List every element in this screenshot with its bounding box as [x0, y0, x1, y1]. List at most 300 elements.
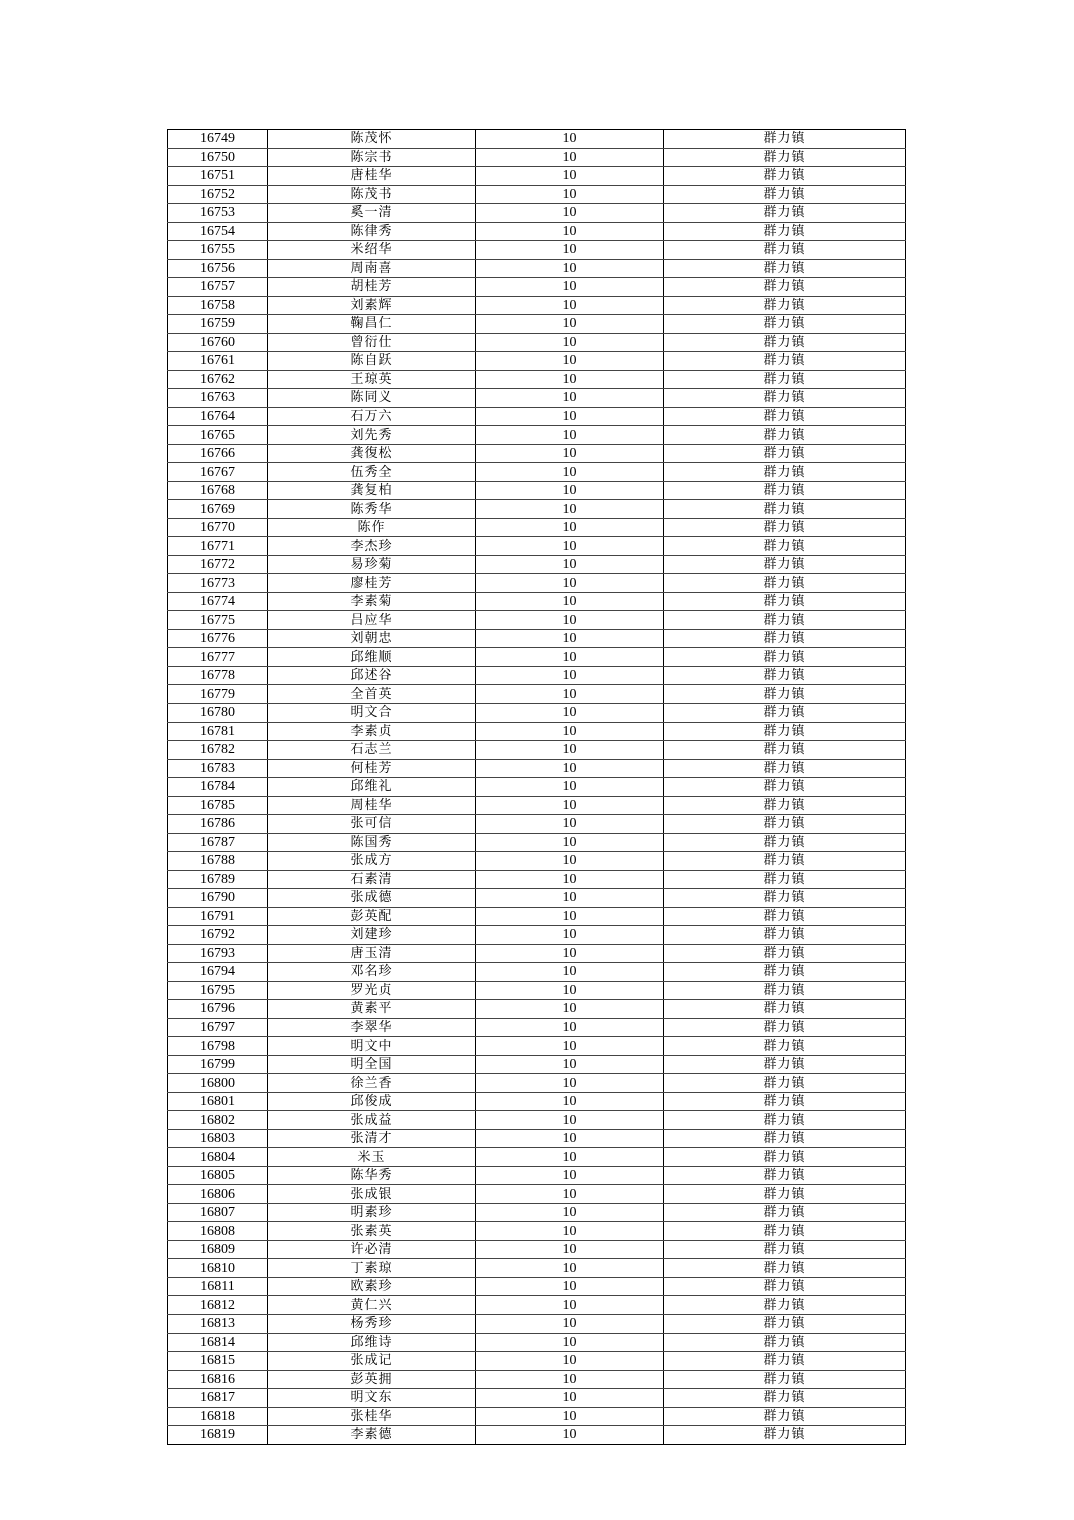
amount-cell: 10 — [476, 778, 664, 797]
town-cell: 群力镇 — [664, 685, 906, 704]
table-row — [168, 463, 906, 482]
amount-cell: 10 — [476, 685, 664, 704]
name-cell: 陈茂书 — [268, 185, 476, 204]
name-cell: 黄仁兴 — [268, 1296, 476, 1315]
amount-cell: 10 — [476, 148, 664, 167]
row-number-cell: 16752 — [168, 185, 268, 204]
name-cell: 杨秀珍 — [268, 1315, 476, 1334]
name-cell: 黄素平 — [268, 1000, 476, 1019]
row-number-cell: 16754 — [168, 222, 268, 241]
table-row — [168, 1407, 906, 1426]
name-cell: 明文中 — [268, 1037, 476, 1056]
table-row — [168, 574, 906, 593]
name-cell: 奚一清 — [268, 204, 476, 223]
town-cell: 群力镇 — [664, 1370, 906, 1389]
row-number-cell: 16809 — [168, 1240, 268, 1259]
town-cell: 群力镇 — [664, 518, 906, 537]
name-cell: 胡桂芳 — [268, 278, 476, 297]
amount-cell: 10 — [476, 907, 664, 926]
town-cell: 群力镇 — [664, 1389, 906, 1408]
row-number-cell: 16768 — [168, 481, 268, 500]
table-row — [168, 796, 906, 815]
town-cell: 群力镇 — [664, 703, 906, 722]
row-number-cell: 16785 — [168, 796, 268, 815]
amount-cell: 10 — [476, 1389, 664, 1408]
town-cell: 群力镇 — [664, 611, 906, 630]
row-number-cell: 16816 — [168, 1370, 268, 1389]
amount-cell: 10 — [476, 204, 664, 223]
row-number-cell: 16791 — [168, 907, 268, 926]
name-cell: 张桂华 — [268, 1407, 476, 1426]
table-row — [168, 759, 906, 778]
table-row — [168, 611, 906, 630]
table-row — [168, 481, 906, 500]
town-cell: 群力镇 — [664, 481, 906, 500]
town-cell: 群力镇 — [664, 463, 906, 482]
town-cell: 群力镇 — [664, 241, 906, 260]
town-cell: 群力镇 — [664, 907, 906, 926]
table-row — [168, 222, 906, 241]
table-row — [168, 1092, 906, 1111]
town-cell: 群力镇 — [664, 1148, 906, 1167]
name-cell: 彭英拥 — [268, 1370, 476, 1389]
amount-cell: 10 — [476, 1315, 664, 1334]
row-number-cell: 16790 — [168, 889, 268, 908]
row-number-cell: 16801 — [168, 1092, 268, 1111]
table-row — [168, 259, 906, 278]
town-cell: 群力镇 — [664, 1315, 906, 1334]
amount-cell: 10 — [476, 833, 664, 852]
amount-cell: 10 — [476, 1037, 664, 1056]
town-cell: 群力镇 — [664, 1111, 906, 1130]
table-row — [168, 981, 906, 1000]
row-number-cell: 16819 — [168, 1426, 268, 1445]
town-cell: 群力镇 — [664, 741, 906, 760]
table-row — [168, 1055, 906, 1074]
amount-cell: 10 — [476, 611, 664, 630]
table-row — [168, 1333, 906, 1352]
row-number-cell: 16750 — [168, 148, 268, 167]
table-row — [168, 389, 906, 408]
amount-cell: 10 — [476, 185, 664, 204]
amount-cell: 10 — [476, 944, 664, 963]
row-number-cell: 16818 — [168, 1407, 268, 1426]
row-number-cell: 16783 — [168, 759, 268, 778]
town-cell: 群力镇 — [664, 259, 906, 278]
table-row — [168, 1426, 906, 1445]
name-cell: 张素英 — [268, 1222, 476, 1241]
name-cell: 张成方 — [268, 852, 476, 871]
table-row — [168, 315, 906, 334]
name-cell: 许必清 — [268, 1240, 476, 1259]
row-number-cell: 16787 — [168, 833, 268, 852]
town-cell: 群力镇 — [664, 1074, 906, 1093]
amount-cell: 10 — [476, 1407, 664, 1426]
name-cell: 李素贞 — [268, 722, 476, 741]
row-number-cell: 16776 — [168, 629, 268, 648]
name-cell: 龚復松 — [268, 444, 476, 463]
row-number-cell: 16764 — [168, 407, 268, 426]
town-cell: 群力镇 — [664, 1129, 906, 1148]
table-row — [168, 629, 906, 648]
row-number-cell: 16786 — [168, 815, 268, 834]
town-cell: 群力镇 — [664, 1018, 906, 1037]
roster-table — [167, 129, 906, 1445]
table-row — [168, 1296, 906, 1315]
name-cell: 张成记 — [268, 1352, 476, 1371]
name-cell: 邱维礼 — [268, 778, 476, 797]
town-cell: 群力镇 — [664, 389, 906, 408]
row-number-cell: 16799 — [168, 1055, 268, 1074]
row-number-cell: 16804 — [168, 1148, 268, 1167]
row-number-cell: 16772 — [168, 555, 268, 574]
name-cell: 张成银 — [268, 1185, 476, 1204]
town-cell: 群力镇 — [664, 537, 906, 556]
town-cell: 群力镇 — [664, 185, 906, 204]
row-number-cell: 16811 — [168, 1277, 268, 1296]
table-row — [168, 500, 906, 519]
row-number-cell: 16789 — [168, 870, 268, 889]
town-cell: 群力镇 — [664, 1277, 906, 1296]
row-number-cell: 16761 — [168, 352, 268, 371]
amount-cell: 10 — [476, 926, 664, 945]
table-row — [168, 407, 906, 426]
table-row — [168, 537, 906, 556]
amount-cell: 10 — [476, 963, 664, 982]
name-cell: 吕应华 — [268, 611, 476, 630]
name-cell: 曾衍仕 — [268, 333, 476, 352]
town-cell: 群力镇 — [664, 426, 906, 445]
town-cell: 群力镇 — [664, 1092, 906, 1111]
row-number-cell: 16792 — [168, 926, 268, 945]
row-number-cell: 16807 — [168, 1203, 268, 1222]
amount-cell: 10 — [476, 1092, 664, 1111]
row-number-cell: 16767 — [168, 463, 268, 482]
table-row — [168, 907, 906, 926]
amount-cell: 10 — [476, 1222, 664, 1241]
name-cell: 石志兰 — [268, 741, 476, 760]
row-number-cell: 16806 — [168, 1185, 268, 1204]
row-number-cell: 16794 — [168, 963, 268, 982]
row-number-cell: 16760 — [168, 333, 268, 352]
amount-cell: 10 — [476, 241, 664, 260]
table-row — [168, 518, 906, 537]
amount-cell: 10 — [476, 444, 664, 463]
row-number-cell: 16777 — [168, 648, 268, 667]
town-cell: 群力镇 — [664, 1296, 906, 1315]
amount-cell: 10 — [476, 222, 664, 241]
table-row — [168, 333, 906, 352]
town-cell: 群力镇 — [664, 963, 906, 982]
table-row — [168, 592, 906, 611]
row-number-cell: 16753 — [168, 204, 268, 223]
row-number-cell: 16788 — [168, 852, 268, 871]
name-cell: 张成德 — [268, 889, 476, 908]
amount-cell: 10 — [476, 1129, 664, 1148]
row-number-cell: 16782 — [168, 741, 268, 760]
town-cell: 群力镇 — [664, 1352, 906, 1371]
table-row — [168, 889, 906, 908]
name-cell: 陈律秀 — [268, 222, 476, 241]
name-cell: 陈宗书 — [268, 148, 476, 167]
row-number-cell: 16758 — [168, 296, 268, 315]
name-cell: 明素珍 — [268, 1203, 476, 1222]
amount-cell: 10 — [476, 666, 664, 685]
table-row — [168, 352, 906, 371]
row-number-cell: 16784 — [168, 778, 268, 797]
name-cell: 陈同义 — [268, 389, 476, 408]
row-number-cell: 16769 — [168, 500, 268, 519]
row-number-cell: 16793 — [168, 944, 268, 963]
town-cell: 群力镇 — [664, 1037, 906, 1056]
town-cell: 群力镇 — [664, 759, 906, 778]
amount-cell: 10 — [476, 574, 664, 593]
row-number-cell: 16814 — [168, 1333, 268, 1352]
table-row — [168, 185, 906, 204]
table-row — [168, 204, 906, 223]
amount-cell: 10 — [476, 981, 664, 1000]
town-cell: 群力镇 — [664, 130, 906, 149]
row-number-cell: 16813 — [168, 1315, 268, 1334]
table-row — [168, 296, 906, 315]
table-row — [168, 241, 906, 260]
table-row — [168, 1148, 906, 1167]
town-cell: 群力镇 — [664, 833, 906, 852]
town-cell: 群力镇 — [664, 1240, 906, 1259]
name-cell: 周桂华 — [268, 796, 476, 815]
town-cell: 群力镇 — [664, 944, 906, 963]
table-row — [168, 1259, 906, 1278]
town-cell: 群力镇 — [664, 1222, 906, 1241]
amount-cell: 10 — [476, 555, 664, 574]
table-row — [168, 555, 906, 574]
name-cell: 刘先秀 — [268, 426, 476, 445]
town-cell: 群力镇 — [664, 500, 906, 519]
table-row — [168, 1315, 906, 1334]
amount-cell: 10 — [476, 370, 664, 389]
name-cell: 陈作 — [268, 518, 476, 537]
name-cell: 邱维顺 — [268, 648, 476, 667]
name-cell: 张成益 — [268, 1111, 476, 1130]
amount-cell: 10 — [476, 463, 664, 482]
table-row — [168, 1018, 906, 1037]
town-cell: 群力镇 — [664, 278, 906, 297]
row-number-cell: 16812 — [168, 1296, 268, 1315]
name-cell: 何桂芳 — [268, 759, 476, 778]
name-cell: 张可信 — [268, 815, 476, 834]
row-number-cell: 16778 — [168, 666, 268, 685]
table-row — [168, 1352, 906, 1371]
name-cell: 徐兰香 — [268, 1074, 476, 1093]
amount-cell: 10 — [476, 1333, 664, 1352]
row-number-cell: 16779 — [168, 685, 268, 704]
table-row — [168, 1037, 906, 1056]
town-cell: 群力镇 — [664, 1426, 906, 1445]
name-cell: 石素清 — [268, 870, 476, 889]
amount-cell: 10 — [476, 870, 664, 889]
town-cell: 群力镇 — [664, 1333, 906, 1352]
amount-cell: 10 — [476, 759, 664, 778]
town-cell: 群力镇 — [664, 444, 906, 463]
amount-cell: 10 — [476, 722, 664, 741]
amount-cell: 10 — [476, 518, 664, 537]
table-row — [168, 1370, 906, 1389]
name-cell: 刘素辉 — [268, 296, 476, 315]
amount-cell: 10 — [476, 315, 664, 334]
table-row — [168, 1185, 906, 1204]
table-row — [168, 741, 906, 760]
table-row — [168, 1203, 906, 1222]
table-row — [168, 666, 906, 685]
name-cell: 李杰珍 — [268, 537, 476, 556]
town-cell: 群力镇 — [664, 722, 906, 741]
amount-cell: 10 — [476, 1185, 664, 1204]
amount-cell: 10 — [476, 352, 664, 371]
amount-cell: 10 — [476, 741, 664, 760]
amount-cell: 10 — [476, 648, 664, 667]
amount-cell: 10 — [476, 629, 664, 648]
amount-cell: 10 — [476, 1426, 664, 1445]
name-cell: 唐桂华 — [268, 167, 476, 186]
amount-cell: 10 — [476, 167, 664, 186]
row-number-cell: 16757 — [168, 278, 268, 297]
table-row — [168, 1277, 906, 1296]
row-number-cell: 16802 — [168, 1111, 268, 1130]
name-cell: 张清才 — [268, 1129, 476, 1148]
table-row — [168, 778, 906, 797]
name-cell: 丁素琼 — [268, 1259, 476, 1278]
town-cell: 群力镇 — [664, 407, 906, 426]
amount-cell: 10 — [476, 426, 664, 445]
amount-cell: 10 — [476, 1018, 664, 1037]
table-row — [168, 870, 906, 889]
table-row — [168, 1074, 906, 1093]
name-cell: 陈国秀 — [268, 833, 476, 852]
name-cell: 李翠华 — [268, 1018, 476, 1037]
table-row — [168, 722, 906, 741]
amount-cell: 10 — [476, 407, 664, 426]
amount-cell: 10 — [476, 389, 664, 408]
table-row — [168, 833, 906, 852]
amount-cell: 10 — [476, 1000, 664, 1019]
table-row — [168, 1129, 906, 1148]
amount-cell: 10 — [476, 796, 664, 815]
name-cell: 刘朝忠 — [268, 629, 476, 648]
row-number-cell: 16815 — [168, 1352, 268, 1371]
amount-cell: 10 — [476, 537, 664, 556]
name-cell: 邱维诗 — [268, 1333, 476, 1352]
name-cell: 陈茂怀 — [268, 130, 476, 149]
town-cell: 群力镇 — [664, 296, 906, 315]
town-cell: 群力镇 — [664, 852, 906, 871]
row-number-cell: 16765 — [168, 426, 268, 445]
name-cell: 欧素珍 — [268, 1277, 476, 1296]
town-cell: 群力镇 — [664, 1055, 906, 1074]
town-cell: 群力镇 — [664, 592, 906, 611]
town-cell: 群力镇 — [664, 1203, 906, 1222]
name-cell: 唐玉清 — [268, 944, 476, 963]
amount-cell: 10 — [476, 259, 664, 278]
name-cell: 李素菊 — [268, 592, 476, 611]
row-number-cell: 16770 — [168, 518, 268, 537]
amount-cell: 10 — [476, 1370, 664, 1389]
table-row — [168, 815, 906, 834]
row-number-cell: 16756 — [168, 259, 268, 278]
row-number-cell: 16771 — [168, 537, 268, 556]
name-cell: 陈华秀 — [268, 1166, 476, 1185]
row-number-cell: 16803 — [168, 1129, 268, 1148]
amount-cell: 10 — [476, 1074, 664, 1093]
table-row — [168, 278, 906, 297]
town-cell: 群力镇 — [664, 1000, 906, 1019]
amount-cell: 10 — [476, 1296, 664, 1315]
name-cell: 鞠昌仁 — [268, 315, 476, 334]
town-cell: 群力镇 — [664, 204, 906, 223]
table-row — [168, 130, 906, 149]
row-number-cell: 16817 — [168, 1389, 268, 1408]
name-cell: 明文东 — [268, 1389, 476, 1408]
table-row — [168, 1166, 906, 1185]
row-number-cell: 16751 — [168, 167, 268, 186]
name-cell: 彭英配 — [268, 907, 476, 926]
name-cell: 米玉 — [268, 1148, 476, 1167]
name-cell: 廖桂芳 — [268, 574, 476, 593]
row-number-cell: 16763 — [168, 389, 268, 408]
name-cell: 伍秀全 — [268, 463, 476, 482]
row-number-cell: 16774 — [168, 592, 268, 611]
name-cell: 全首英 — [268, 685, 476, 704]
row-number-cell: 16749 — [168, 130, 268, 149]
row-number-cell: 16759 — [168, 315, 268, 334]
row-number-cell: 16810 — [168, 1259, 268, 1278]
name-cell: 明全国 — [268, 1055, 476, 1074]
town-cell: 群力镇 — [664, 981, 906, 1000]
table-row — [168, 685, 906, 704]
table-row — [168, 1111, 906, 1130]
name-cell: 王琼英 — [268, 370, 476, 389]
name-cell: 龚复柏 — [268, 481, 476, 500]
amount-cell: 10 — [476, 481, 664, 500]
table-row — [168, 1222, 906, 1241]
row-number-cell: 16805 — [168, 1166, 268, 1185]
row-number-cell: 16796 — [168, 1000, 268, 1019]
row-number-cell: 16755 — [168, 241, 268, 260]
amount-cell: 10 — [476, 1352, 664, 1371]
amount-cell: 10 — [476, 130, 664, 149]
table-row — [168, 1000, 906, 1019]
town-cell: 群力镇 — [664, 315, 906, 334]
amount-cell: 10 — [476, 333, 664, 352]
amount-cell: 10 — [476, 500, 664, 519]
table-row — [168, 370, 906, 389]
table-row — [168, 703, 906, 722]
town-cell: 群力镇 — [664, 574, 906, 593]
town-cell: 群力镇 — [664, 889, 906, 908]
row-number-cell: 16780 — [168, 703, 268, 722]
row-number-cell: 16775 — [168, 611, 268, 630]
table-row — [168, 852, 906, 871]
town-cell: 群力镇 — [664, 1185, 906, 1204]
roster-table-body — [168, 130, 906, 1445]
amount-cell: 10 — [476, 1203, 664, 1222]
name-cell: 周南喜 — [268, 259, 476, 278]
town-cell: 群力镇 — [664, 333, 906, 352]
amount-cell: 10 — [476, 889, 664, 908]
town-cell: 群力镇 — [664, 370, 906, 389]
town-cell: 群力镇 — [664, 1407, 906, 1426]
name-cell: 陈秀华 — [268, 500, 476, 519]
table-row — [168, 444, 906, 463]
